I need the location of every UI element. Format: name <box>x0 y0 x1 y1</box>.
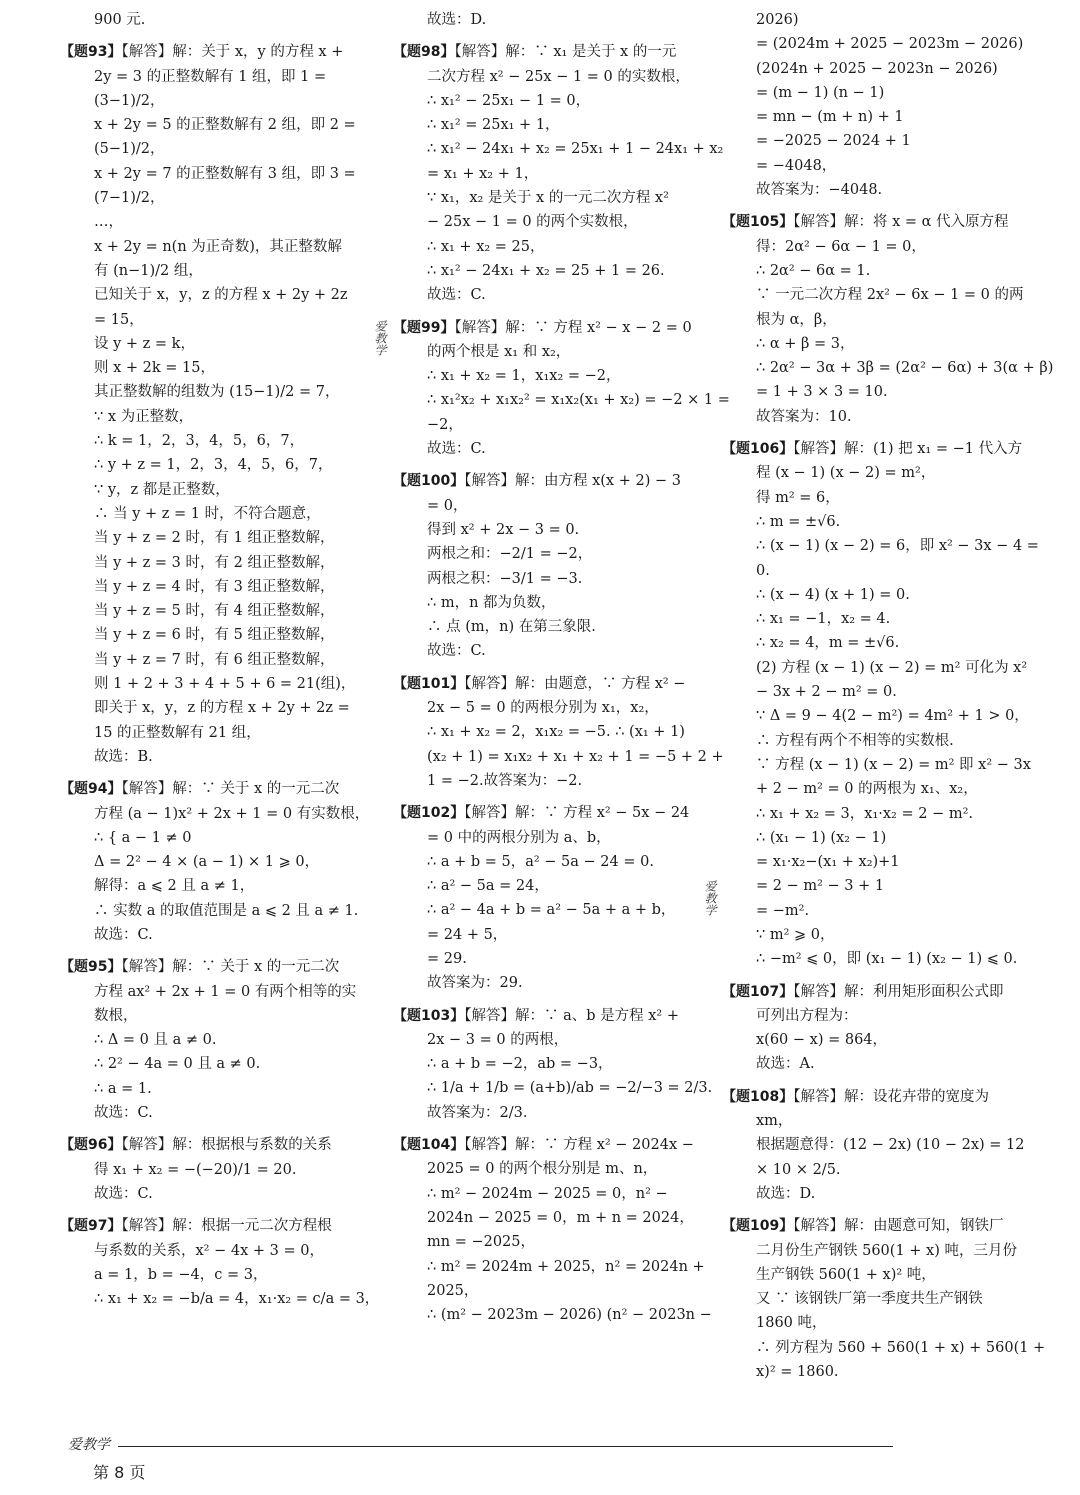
question-label: 【题96】 <box>60 1137 122 1154</box>
solution-line: 故选：C. <box>427 287 486 304</box>
answer-entry <box>393 672 724 793</box>
solution-line: 【解答】解：关于 x，y 的方程 x + <box>121 44 344 61</box>
solution-line: 根为 α，β， <box>756 311 837 328</box>
question-label: 【题103】 <box>393 1007 465 1024</box>
solution-line: − 25x − 1 = 0 的两个实数根， <box>427 214 638 231</box>
watermark: 爱教学 <box>373 320 387 356</box>
solution-line: xm， <box>756 1113 793 1130</box>
question-label: 【题107】 <box>722 983 794 1000</box>
solution-line: …， <box>94 214 123 231</box>
solution-line: 【解答】解：由题意，∵ 方程 x² − <box>464 675 686 692</box>
solution-line: = 0， <box>427 497 468 514</box>
solution-line: 【解答】解：∵ 方程 x² − 5x − 24 <box>464 805 690 822</box>
solution-line: = 29. <box>427 950 467 967</box>
solution-line: ∴ x₁²x₂ + x₁x₂² = x₁x₂(x₁ + x₂) = −2 × 1 = <box>427 392 730 409</box>
solution-line: 【解答】解：∵ 关于 x 的一元二次 <box>121 781 340 798</box>
solution-line: (3−1)/2， <box>94 92 165 109</box>
solution-line: 程 (x − 1) (x − 2) = m²， <box>756 465 936 482</box>
solution-line: ∴ Δ = 0 且 a ≠ 0. <box>94 1032 217 1049</box>
solution-line: ∵ y，z 都是正整数， <box>94 481 230 498</box>
question-label: 【题93】 <box>60 44 122 61</box>
solution-line: 生产钢铁 560(1 + x)² 吨， <box>756 1266 936 1283</box>
solution-line: 2y = 3 的正整数解有 1 组，即 1 = <box>94 68 327 85</box>
solution-line: 得 m² = 6， <box>756 489 840 506</box>
solution-line: = (2024m + 2025 − 2023m − 2026) <box>756 36 1024 53</box>
solution-line: 当 y + z = 2 时，有 1 组正整数解， <box>94 530 335 547</box>
solution-line: Δ = 2² − 4 × (a − 1) × 1 ⩾ 0， <box>94 854 320 871</box>
solution-line: ∴ y + z = 1，2，3，4，5，6，7， <box>94 457 333 474</box>
question-label: 【题102】 <box>393 805 465 822</box>
question-label: 【题98】 <box>393 44 455 61</box>
solution-line: ∴ 2α² − 6α = 1. <box>756 262 871 279</box>
solution-line: 【解答】解：设花卉带的宽度为 <box>793 1088 989 1105</box>
solution-line: = −2025 − 2024 + 1 <box>756 133 911 150</box>
solution-line: ∴ x₂ = 4，m = ±√6. <box>756 635 900 652</box>
answer-entry <box>60 40 360 769</box>
solution-line: 故选：C. <box>94 926 153 943</box>
solution-line: ∴ 点 (m，n) 在第三象限. <box>427 619 596 636</box>
solution-line: ∴ { a − 1 ≠ 0 <box>94 829 192 846</box>
solution-line: 【解答】解：根据根与系数的关系 <box>121 1137 332 1154</box>
solution-line: ∴ a + b = −2，ab = −3， <box>427 1056 613 1073</box>
watermark: 爱教学 <box>703 880 717 916</box>
solution-line: 【解答】解：由方程 x(x + 2) − 3 <box>464 473 681 490</box>
answer-entry <box>722 210 1054 429</box>
solution-line: 可列出方程为： <box>756 1007 858 1024</box>
footer-logo: 爱教学 <box>68 1437 110 1453</box>
solution-line: ∴ α + β = 3， <box>756 335 855 352</box>
solution-line: ∴ x₁ + x₂ = 25， <box>427 238 545 255</box>
solution-line: ∴ x₁² − 25x₁ − 1 = 0， <box>427 92 591 109</box>
solution-line: 故选：C. <box>94 1185 153 1202</box>
solution-line: ∵ Δ = 9 − 4(2 − m²) = 4m² + 1 > 0， <box>756 708 1029 725</box>
solution-line: ∵ x 为正整数， <box>94 408 194 425</box>
solution-line: = x₁ + x₂ + 1， <box>427 165 539 182</box>
solution-line: 得 x₁ + x₂ = −(−20)/1 = 20. <box>94 1161 297 1178</box>
solution-line: ∴ m = ±√6. <box>756 513 841 530</box>
solution-line: ∴ (x₁ − 1) (x₂ − 1) <box>756 829 887 846</box>
solution-line: 故选：D. <box>427 12 487 28</box>
solution-line: ∴ m² = 2024m + 2025，n² = 2024n + <box>427 1258 705 1275</box>
solution-line: ∴ −m² ⩽ 0，即 (x₁ − 1) (x₂ − 1) ⩽ 0. <box>756 951 1018 968</box>
solution-line: ∴ x₁² − 24x₁ + x₂ = 25x₁ + 1 − 24x₁ + x₂ <box>427 141 724 158</box>
solution-line: ∴ m，n 都为负数， <box>427 594 556 611</box>
answer-entry <box>60 1214 380 1311</box>
solution-line: 当 y + z = 5 时，有 4 组正整数解， <box>94 603 335 620</box>
solution-line: 【解答】解：∵ 方程 x² − x − 2 = 0 <box>454 319 692 336</box>
solution-line: ∴ x₁ + x₂ = 3，x₁·x₂ = 2 − m². <box>756 805 973 822</box>
solution-line: − 3x + 2 − m² = 0. <box>756 684 897 701</box>
solution-line: ∵ m² ⩾ 0， <box>756 926 835 943</box>
solution-line: 【解答】解：根据一元二次方程根 <box>121 1218 332 1235</box>
solution-line: = x₁·x₂−(x₁ + x₂)+1 <box>756 854 900 871</box>
question-label: 【题101】 <box>393 675 465 692</box>
footer-divider <box>118 1446 893 1447</box>
solution-line: 【解答】解：∵ x₁ 是关于 x 的一元 <box>454 44 677 61</box>
solution-line: 2025 = 0 的两个根分别是 m、n， <box>427 1161 658 1178</box>
answer-entry <box>722 1085 1025 1206</box>
question-label: 【题105】 <box>722 214 794 231</box>
solution-line: ∴ 1/a + 1/b = (a+b)/ab = −2/−3 = 2/3. <box>427 1080 713 1097</box>
solution-line: 则 x + 2k = 15， <box>94 360 215 377</box>
solution-line: 故选：C. <box>427 643 486 660</box>
solution-line: 又 ∵ 该钢铁厂第一季度共生产钢铁 <box>756 1291 983 1308</box>
question-label: 【题97】 <box>60 1218 122 1235</box>
answer-entry <box>60 8 360 32</box>
solution-line: 当 y + z = 4 时，有 3 组正整数解， <box>94 578 335 595</box>
solution-line: 有 (n−1)/2 组， <box>94 262 203 279</box>
solution-line: 当 y + z = 3 时，有 2 组正整数解， <box>94 554 335 571</box>
answer-entry <box>722 8 1022 202</box>
solution-line: 故选：B. <box>94 748 153 765</box>
question-label: 【题108】 <box>722 1088 794 1105</box>
solution-line: 当 y + z = 7 时，有 6 组正整数解， <box>94 651 335 668</box>
solution-line: ∴ a² − 5a = 24， <box>427 878 549 895</box>
answer-entry <box>722 437 1039 972</box>
solution-line: a = 1，b = −4，c = 3， <box>94 1266 268 1283</box>
solution-line: 根据题意得：(12 − 2x) (10 − 2x) = 12 <box>756 1137 1025 1154</box>
solution-line: (2) 方程 (x − 1) (x − 2) = m² 可化为 x² <box>756 659 1028 676</box>
solution-line: + 2 − m² = 0 的两根为 x₁、x₂， <box>756 781 978 798</box>
solution-line: 其正整数解的组数为 (15−1)/2 = 7， <box>94 384 340 401</box>
solution-line: 的两个根是 x₁ 和 x₂， <box>427 343 571 360</box>
solution-line: ∴ (m² − 2023m − 2026) (n² − 2023n − <box>427 1307 712 1324</box>
solution-line: = mn − (m + n) + 1 <box>756 109 904 126</box>
question-label: 【题109】 <box>722 1218 794 1235</box>
solution-line: 900 元. <box>94 12 146 28</box>
solution-line: ∴ 当 y + z = 1 时，不符合题意， <box>94 505 321 522</box>
page-number: 第 8 页 <box>93 1463 146 1482</box>
solution-line: 【解答】解：(1) 把 x₁ = −1 代入方 <box>793 441 1023 458</box>
question-label: 【题94】 <box>60 781 122 798</box>
solution-line: ∴ x₁ + x₂ = 2，x₁x₂ = −5. ∴ (x₁ + 1) <box>427 724 685 741</box>
solution-line: ∵ x₁，x₂ 是关于 x 的一元二次方程 x² <box>427 190 669 207</box>
answer-entry <box>60 777 370 947</box>
solution-line: ∴ k = 1，2，3，4，5，6，7， <box>94 433 305 450</box>
solution-line: = −4048， <box>756 157 837 174</box>
solution-line: 【解答】解：利用矩形面积公式即 <box>793 983 1004 1000</box>
solution-line: 故选：D. <box>756 1185 816 1202</box>
question-label: 【题104】 <box>393 1137 465 1154</box>
solution-line: x + 2y = 7 的正整数解有 3 组，即 3 = <box>94 165 356 182</box>
solution-line: 【解答】解：∵ a、b 是方程 x² + <box>464 1007 679 1024</box>
solution-line: mn = −2025， <box>427 1234 536 1251</box>
solution-line: 故选：A. <box>756 1056 815 1073</box>
solution-line: = −m². <box>756 902 810 919</box>
solution-line: ∴ 方程有两个不相等的实数根. <box>756 732 954 749</box>
answer-column-3 <box>722 8 1054 1392</box>
solution-line: 2024n − 2025 = 0，m + n = 2024， <box>427 1209 694 1226</box>
solution-line: 1860 吨， <box>756 1315 827 1332</box>
solution-line: ∴ a² − 4a + b = a² − 5a + a + b， <box>427 902 676 919</box>
solution-line: 2x − 5 = 0 的两根分别为 x₁，x₂， <box>427 700 659 717</box>
solution-line: ∴ x₁² − 24x₁ + x₂ = 25 + 1 = 26. <box>427 262 665 279</box>
solution-line: 两根之积：−3/1 = −3. <box>427 570 583 587</box>
answer-entry <box>393 1133 712 1327</box>
solution-line: 故答案为：29. <box>427 975 523 992</box>
solution-line: 即关于 x，y，z 的方程 x + 2y + 2z = <box>94 700 350 717</box>
solution-line: 解得：a ⩽ 2 且 a ≠ 1， <box>94 878 255 895</box>
solution-line: 二月份生产钢铁 560(1 + x) 吨，三月份 <box>756 1242 1017 1259</box>
solution-line: = (m − 1) (n − 1) <box>756 84 885 101</box>
solution-line: 数根， <box>94 1007 138 1024</box>
solution-line: x + 2y = n(n 为正奇数)，其正整数解 <box>94 238 342 255</box>
answer-entry <box>60 955 360 1125</box>
solution-line: 【解答】解：∵ 关于 x 的一元二次 <box>121 959 340 976</box>
solution-line: 故答案为：2/3. <box>427 1104 528 1121</box>
question-label: 【题100】 <box>393 473 465 490</box>
answer-entry <box>722 980 1022 1077</box>
solution-line: ∴ x₁ + x₂ = 1，x₁x₂ = −2， <box>427 368 621 385</box>
solution-line: ∴ 实数 a 的取值范围是 a ⩽ 2 且 a ≠ 1. <box>94 902 359 919</box>
solution-line: = 24 + 5， <box>427 926 508 943</box>
solution-line: 设 y + z = k， <box>94 335 195 352</box>
solution-line: 两根之和：−2/1 = −2， <box>427 546 593 563</box>
solution-line: x)² = 1860. <box>756 1364 839 1381</box>
solution-line: ∴ 2α² − 3α + 3β = (2α² − 6α) + 3(α + β) <box>756 360 1054 377</box>
solution-line: = 15， <box>94 311 144 328</box>
solution-line: ∴ 列方程为 560 + 560(1 + x) + 560(1 + <box>756 1339 1046 1356</box>
solution-line: 方程 (a − 1)x² + 2x + 1 = 0 有实数根， <box>94 805 370 822</box>
solution-line: x(60 − x) = 864， <box>756 1032 888 1049</box>
solution-line: 2025， <box>427 1282 479 1299</box>
solution-line: 【解答】解：∵ 方程 x² − 2024x − <box>464 1137 694 1154</box>
solution-line: (x₂ + 1) = x₁x₂ + x₁ + x₂ + 1 = −5 + 2 + <box>427 748 724 765</box>
solution-line: 得到 x² + 2x − 3 = 0. <box>427 521 580 538</box>
solution-line: 故选：C. <box>94 1105 153 1122</box>
solution-line: ∴ a = 1. <box>94 1080 152 1097</box>
solution-line: 【解答】解：将 x = α 代入原方程 <box>793 214 1009 231</box>
solution-line: 方程 ax² + 2x + 1 = 0 有两个相等的实 <box>94 983 357 1000</box>
question-label: 【题95】 <box>60 959 122 976</box>
solution-line: 得：2α² − 6α − 1 = 0， <box>756 238 926 255</box>
solution-line: ∵ 一元二次方程 2x² − 6x − 1 = 0 的两 <box>756 287 1024 304</box>
solution-line: 2026) <box>756 12 799 28</box>
answer-entry <box>60 1133 360 1206</box>
solution-line: = 0 中的两根分别为 a、b， <box>427 829 611 846</box>
solution-line: = 1 + 3 × 3 = 10. <box>756 384 888 401</box>
solution-line: 1 = −2.故答案为：−2. <box>427 772 583 789</box>
answer-entry <box>393 40 724 307</box>
solution-line: 15 的正整数解有 21 组， <box>94 724 261 741</box>
solution-line: ∴ m² − 2024m − 2025 = 0，n² − <box>427 1185 668 1202</box>
solution-line: (7−1)/2， <box>94 190 165 207</box>
solution-line: ∵ 方程 (x − 1) (x − 2) = m² 即 x² − 3x <box>756 756 1031 773</box>
question-label: 【题99】 <box>393 319 455 336</box>
solution-line: 【解答】解：由题意可知，钢铁厂 <box>793 1218 1004 1235</box>
solution-line: 当 y + z = 6 时，有 5 组正整数解， <box>94 627 335 644</box>
solution-line: ∴ 2² − 4a = 0 且 a ≠ 0. <box>94 1056 261 1073</box>
solution-line: 则 1 + 2 + 3 + 4 + 5 + 6 = 21(组)， <box>94 676 356 693</box>
solution-line: 二次方程 x² − 25x − 1 = 0 的实数根， <box>427 68 690 85</box>
solution-line: 故选：C. <box>427 441 486 458</box>
solution-line: −2， <box>427 416 463 433</box>
solution-line: (2024n + 2025 − 2023n − 2026) <box>756 60 998 77</box>
answer-entry <box>393 8 693 32</box>
solution-line: 0. <box>756 562 770 579</box>
question-label: 【题106】 <box>722 441 794 458</box>
answer-entry <box>393 1004 713 1125</box>
solution-line: ∴ x₁ + x₂ = −b/a = 4，x₁·x₂ = c/a = 3， <box>94 1291 380 1308</box>
solution-line: = 2 − m² − 3 + 1 <box>756 878 885 895</box>
solution-line: 与系数的关系，x² − 4x + 3 = 0， <box>94 1242 324 1259</box>
solution-line: (5−1)/2， <box>94 141 165 158</box>
solution-line: × 10 × 2/5. <box>756 1161 841 1178</box>
solution-line: ∴ (x − 4) (x + 1) = 0. <box>756 586 910 603</box>
answer-entry <box>393 316 730 462</box>
solution-line: ∴ x₁ = −1，x₂ = 4. <box>756 611 891 628</box>
solution-line: ∴ a + b = 5，a² − 5a − 24 = 0. <box>427 853 654 870</box>
solution-line: 故答案为：−4048. <box>756 182 883 199</box>
answer-entry <box>393 469 693 663</box>
solution-line: 2x − 3 = 0 的两根， <box>427 1031 569 1048</box>
answer-entry <box>393 801 693 995</box>
solution-line: 故答案为：10. <box>756 408 852 425</box>
solution-line: x + 2y = 5 的正整数解有 2 组，即 2 = <box>94 117 356 134</box>
solution-line: ∴ (x − 1) (x − 2) = 6，即 x² − 3x − 4 = <box>756 538 1039 555</box>
solution-line: 已知关于 x，y，z 的方程 x + 2y + 2z <box>94 287 348 304</box>
answer-entry <box>722 1214 1046 1384</box>
solution-line: ∴ x₁² = 25x₁ + 1， <box>427 117 560 134</box>
